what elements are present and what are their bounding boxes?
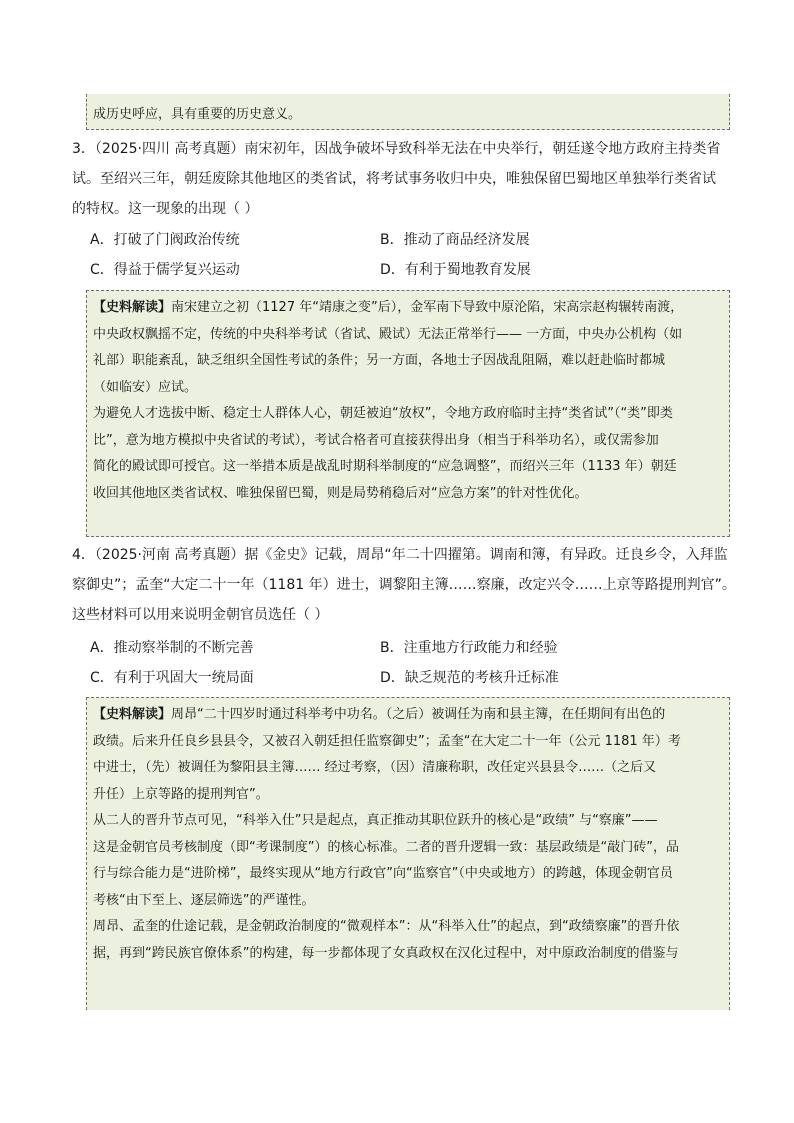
- analysis-line: [93, 295, 723, 322]
- analysis-line: 礼部）职能紊乱，缺乏组织全国性考试的条件；另一方面，各地士子因战乱阻隔，难以赶赴临时都城: [93, 353, 666, 368]
- analysis-line: 中央政权飘摇不定，传统的中央科举考试（省试、殿试）无法正常举行—— 一方面，中央办公机构（如: [93, 326, 683, 342]
- option-a: A．推动察举制的不断完善: [90, 640, 254, 656]
- analysis-line: 据，再到“跨民族官僚体系”的构建，每一步都体现了女真政权在汉化过程中，对中原政治制度的借鉴与: [93, 945, 679, 961]
- option-d: D．有利于蜀地教育发展: [380, 262, 531, 278]
- analysis-box-continued: [86, 94, 730, 130]
- analysis-line: 考核“由下至上、逐层筛选”的严谨性。: [93, 892, 315, 908]
- option-c: C．有利于巩固大一统局面: [90, 670, 254, 686]
- analysis-text: 南宋建立之初（1127 年“靖康之变”后），金军南下导致中原沦陷，宋高宗赵构辗转南渡，: [171, 300, 684, 315]
- analysis-line: 从二人的晋升节点可见，“科举入仕”只是起点，真正推动其职位跃升的核心是“政绩” 与“察廉”——: [93, 813, 658, 828]
- analysis-line: 行与综合能力是“进阶梯”，最终实现从“地方行政官”向“监察官”（中央或地方）的跨越，体现金朝官员: [93, 866, 673, 881]
- option-b: B．注重地方行政能力和经验: [380, 640, 558, 656]
- question-4-options: [90, 633, 730, 693]
- analysis-line: 为避免人才选拔中断、稳定士人群体人心，朝廷被迫“放权”，令地方政府临时主持“类省试”（“类”即类: [93, 406, 673, 421]
- analysis-text: 周昂“二十四岁时通过科举考中功名。（之后）被调任为南和县主簿，在任期间有出色的: [171, 707, 666, 722]
- question-3-analysis-box: [86, 290, 730, 537]
- analysis-label: 【史料解读】: [93, 707, 172, 722]
- analysis-line: 周昂、孟奎的仕途记载，是金朝政治制度的“微观样本”：从“科举入仕”的起点，到“政绩察廉”的晋升依: [93, 919, 680, 934]
- question-4-stem: [72, 540, 736, 630]
- option-a: A．打破了门阀政治传统: [90, 232, 240, 248]
- analysis-line: （如临安）应试。: [93, 379, 198, 395]
- question-text-line: 4．（2025·河南 高考真题）据《金史》记载，周昂“年二十四擢第。调南和簿，有异政。迁良乡令，入拜监: [72, 547, 728, 563]
- analysis-line: 简化的殿试即可授官。这一举措本质是战乱时期科举制度的“应急调整”，而绍兴三年（1133 年）朝廷: [93, 459, 677, 474]
- question-3-options: [90, 225, 730, 285]
- analysis-label: 【史料解读】: [93, 300, 172, 315]
- analysis-line: 升任）上京等路的提刑判官”。: [93, 786, 269, 802]
- question-text-line: 试。至绍兴三年，朝廷废除其他地区的类省试，将考试事务收归中央，唯独保留巴蜀地区单独举行类省试: [72, 171, 716, 187]
- analysis-text: 成历史呼应，具有重要的历史意义。: [93, 107, 302, 122]
- question-text-line: 察御史”；孟奎“大定二十一年（1181 年）进士，调黎阳主簿……察廉，改定兴令……上京等路提刑判官”。: [72, 577, 736, 593]
- option-c: C．得益于儒学复兴运动: [90, 262, 240, 278]
- question-3-stem: [72, 134, 732, 224]
- analysis-line: 政绩。后来升任良乡县县令，又被召入朝廷担任监察御史”；孟奎“在大定二十一年（公元 1181 年）考: [93, 733, 681, 749]
- question-text-line: 3．（2025·四川 高考真题）南宋初年，因战争破坏导致科举无法在中央举行，朝廷遂令地方政府主持类省: [72, 141, 721, 157]
- option-b: B．推动了商品经济发展: [380, 232, 530, 248]
- analysis-line: 这是金朝官员考核制度（即“考课制度”）的核心标准。二者的晋升逻辑一致：基层政绩是“敲门砖”，品: [93, 839, 679, 855]
- option-d: D．缺乏规范的考核升迁标准: [380, 670, 559, 686]
- question-text-line: 的特权。这一现象的出现（ ）: [72, 201, 259, 217]
- analysis-line: 中进士，（先）被调任为黎阳县主簿…… 经过考察，（因）清廉称职，改任定兴县县令……（之后又: [93, 760, 657, 775]
- analysis-line: [93, 702, 723, 729]
- analysis-line: 比”，意为地方模拟中央省试的考试），考试合格者可直接获得出身（相当于科举功名），或仅需参加: [93, 432, 659, 448]
- analysis-line: 收回其他地区类省试权、唯独保留巴蜀，则是局势稍稳后对“应急方案”的针对性优化。: [93, 485, 588, 501]
- question-text-line: 这些材料可以用来说明金朝官员选任（ ）: [72, 607, 329, 623]
- question-4-analysis-box: [86, 697, 730, 1010]
